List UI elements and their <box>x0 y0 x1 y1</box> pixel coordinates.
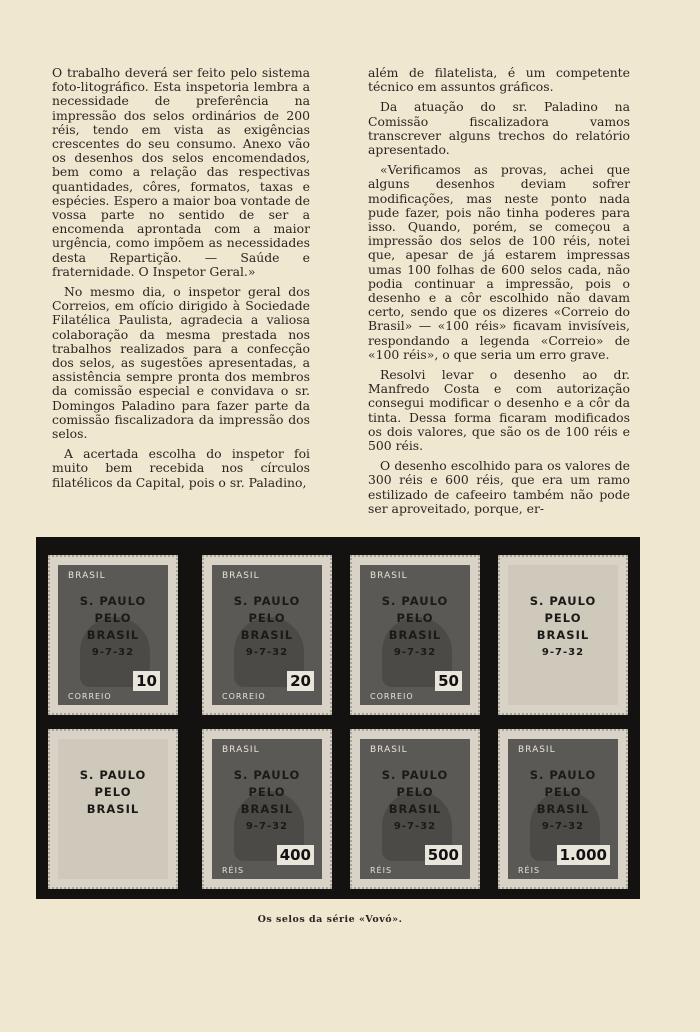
overprint-line: S. PAULO <box>381 594 449 608</box>
stamp-bottom-label: RÉIS <box>370 866 393 875</box>
overprint-line: BRASIL <box>388 802 442 816</box>
overprint-line: PELO <box>248 785 286 799</box>
overprint-line: BRASIL <box>240 802 294 816</box>
stamp-design <box>212 739 322 879</box>
stamp-country: BRASIL <box>222 745 260 755</box>
stamp-design <box>360 565 470 705</box>
stamp <box>48 729 178 889</box>
overprint-line: BRASIL <box>86 628 140 642</box>
stamp-plate-photo <box>36 537 640 899</box>
stamp-design <box>212 565 322 705</box>
stamp-value: 10 <box>133 671 160 691</box>
overprint-line: 9-7-32 <box>541 821 585 832</box>
paragraph: Da atuação do sr. Paladino na Comissão fiscalizadora vamos transcrever alguns trechos do relatório apresentado. <box>368 99 630 158</box>
overprint-line: S. PAULO <box>233 768 301 782</box>
overprint-line: BRASIL <box>536 628 590 642</box>
overprint-line: PELO <box>248 611 286 625</box>
stamp-value: 1.000 <box>557 845 610 865</box>
stamp <box>498 555 628 715</box>
stamp-overprint <box>212 767 322 835</box>
paragraph: No mesmo dia, o inspetor geral dos Correios, em ofício dirigido à Sociedade Filatélica Paulista, agradecia a valiosa colaboração da mesma prestada nos trabalhos realizados para a confecção dos selos, as sugestões apresentadas, a assistência sempre pronta dos membros da comissão especial e convidava o sr. Domingos Paladino para fazer parte da comissão fiscalizadora da impressão dos selos. <box>52 284 310 442</box>
overprint-line: BRASIL <box>388 628 442 642</box>
paragraph: Resolvi levar o desenho ao dr. Manfredo Costa e com autorização consegui modificar o desenho e a côr da tinta. Dessa forma ficaram modificados os dois valores, que são os de 100 réis e 500 réis. <box>368 367 630 454</box>
stamp-design <box>58 565 168 705</box>
paragraph: além de filatelista, é um competente técnico em assuntos gráficos. <box>368 65 630 95</box>
overprint-line: BRASIL <box>536 802 590 816</box>
stamp <box>48 555 178 715</box>
overprint-line: PELO <box>396 785 434 799</box>
overprint-line: PELO <box>94 785 132 799</box>
overprint-line: S. PAULO <box>79 594 147 608</box>
overprint-line: S. PAULO <box>79 768 147 782</box>
stamp-bottom-label: RÉIS <box>222 866 245 875</box>
overprint-line: PELO <box>94 611 132 625</box>
stamp-country: BRASIL <box>370 745 408 755</box>
overprint-line: 9-7-32 <box>245 821 289 832</box>
stamp-value: 500 <box>425 845 462 865</box>
paragraph: «Verificamos as provas, achei que alguns desenhos deviam sofrer modificações, mas neste ponto nada pude fazer, pois não tinha poderes para isso. Quando, porém, se começou a impressão dos selos de 100 réis, notei que, apesar de já estarem impressas umas 100 folhas de 600 selos cada, não podia continuar a impressão, pois o desenho e a côr escolhido não davam certo, sendo que os dizeres «Correio do Brasil» — «100 réis» ficavam invisíveis, respondando a legenda «Correio» de «100 réis», o que seria um erro grave. <box>368 162 630 362</box>
stamp-design <box>360 739 470 879</box>
stamp-bottom-label: CORREIO <box>222 692 266 701</box>
stamp-bottom-label: CORREIO <box>68 692 112 701</box>
overprint-line: S. PAULO <box>233 594 301 608</box>
paragraph: O trabalho deverá ser feito pelo sistema foto-litográfico. Esta inspetoria lembra a necessidade de preferência na impressão dos selos ordinários de 200 réis, tendo em vista as exigências crescentes do seu consumo. Anexo vão os desenhos dos selos encomendados, bem como a relação das respectivas quantidades, côres, formatos, taxas e espécies. Espero a maior boa vontade de vossa parte no sentido de ser a encomenda aprontada com a maior urgência, como impõem as necessidades desta Repartição. — Saúde e fraternidade. O Inspetor Geral.» <box>52 65 310 279</box>
paragraph: O desenho escolhido para os valores de 300 réis e 600 réis, que era um ramo estilizado de cafeeiro também não pode ser aproveitado, porque, er- <box>368 458 630 516</box>
stamp-overprint <box>508 767 618 835</box>
stamp <box>498 729 628 889</box>
overprint-line: S. PAULO <box>529 768 597 782</box>
stamp-value: 20 <box>287 671 314 691</box>
stamp <box>202 555 332 715</box>
stamp-country: BRASIL <box>222 571 260 581</box>
overprint-line: S. PAULO <box>529 594 597 608</box>
left-text-column <box>52 66 310 496</box>
stamp-bottom-label: RÉIS <box>518 866 541 875</box>
stamp-value: 50 <box>435 671 462 691</box>
overprint-line: 9-7-32 <box>245 647 289 658</box>
stamp-country: BRASIL <box>68 571 106 581</box>
stamp <box>350 555 480 715</box>
overprint-line: BRASIL <box>86 802 140 816</box>
overprint-line: 9-7-32 <box>393 821 437 832</box>
overprint-line: PELO <box>544 785 582 799</box>
overprint-line: PELO <box>544 611 582 625</box>
overprint-line: BRASIL <box>240 628 294 642</box>
stamp-overprint <box>508 593 618 661</box>
stamp-overprint <box>360 593 470 661</box>
stamp-country: BRASIL <box>518 745 556 755</box>
right-text-column <box>368 66 630 522</box>
stamp-value: 400 <box>277 845 314 865</box>
stamp-design <box>508 739 618 879</box>
stamp <box>350 729 480 889</box>
stamp-overprint <box>360 767 470 835</box>
overprint-line: 9-7-32 <box>393 647 437 658</box>
overprint-line: S. PAULO <box>381 768 449 782</box>
overprint-line: PELO <box>396 611 434 625</box>
stamp <box>202 729 332 889</box>
overprint-line: 9-7-32 <box>91 647 135 658</box>
stamp-bottom-label: CORREIO <box>370 692 414 701</box>
stamp-country: BRASIL <box>370 571 408 581</box>
stamp-design <box>58 739 168 879</box>
stamp-overprint <box>58 593 168 661</box>
paragraph: A acertada escolha do inspetor foi muito bem recebida nos círculos filatélicos da Capital, pois o sr. Paladino, <box>52 446 310 490</box>
stamp-overprint <box>58 767 168 818</box>
stamp-design <box>508 565 618 705</box>
overprint-line: 9-7-32 <box>541 647 585 658</box>
stamp-overprint <box>212 593 322 661</box>
figure-caption: Os selos da série «Vovó». <box>257 914 403 925</box>
